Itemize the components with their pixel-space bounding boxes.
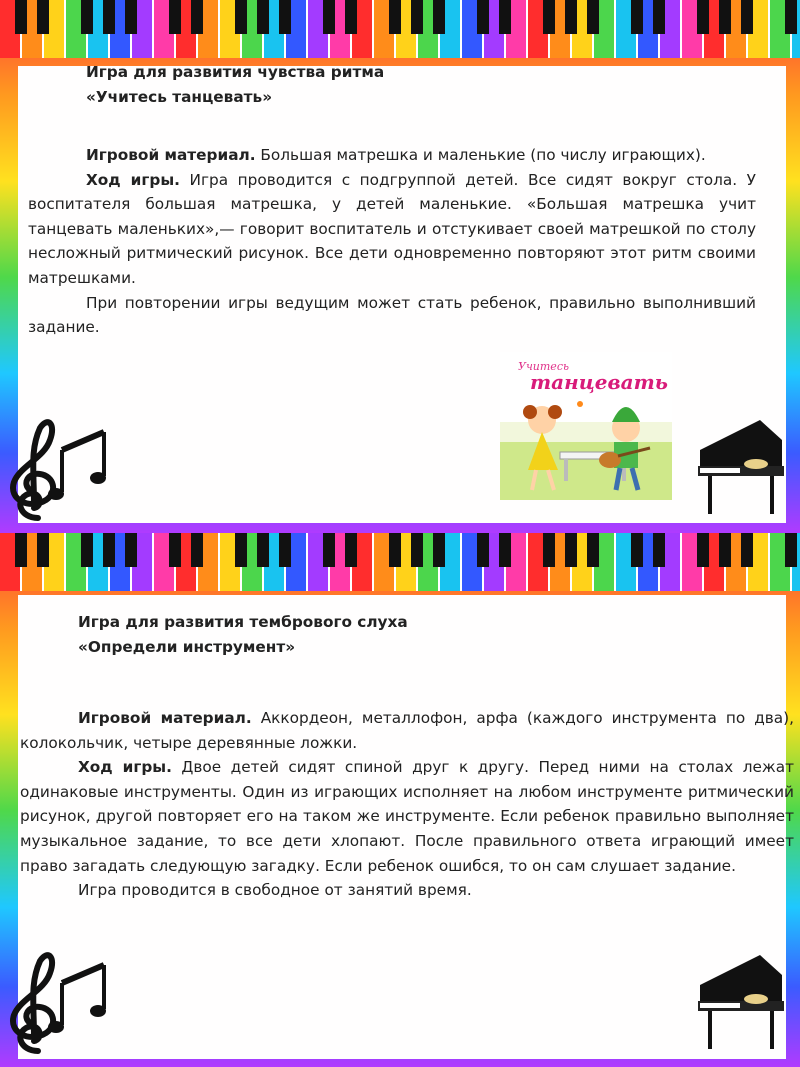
piano-key-black [279, 0, 291, 34]
piano-key-black [345, 0, 357, 34]
game2-course-label: Ход игры. [78, 758, 172, 777]
piano-keys-border [0, 0, 800, 58]
game1-title [86, 60, 476, 109]
game2-material-text: Аккордеон, металлофон, арфа (каждого инструмента по два), колокольчик, четыре деревянные ложки. [20, 709, 795, 752]
piano-key-black [587, 533, 599, 567]
game1-body [28, 143, 756, 340]
game2-free-time: Игра проводится в свободное от занятий время. [78, 881, 472, 900]
slide-timbre-game [0, 533, 800, 1067]
piano-key-black [719, 0, 731, 34]
game1-course-label: Ход игры. [86, 170, 180, 189]
game1-title-line2: «Учитесь танцевать» [86, 87, 273, 106]
treble-clef-icon [0, 943, 120, 1063]
piano-key-black [477, 533, 489, 567]
grand-piano-icon [690, 945, 786, 1055]
piano-key-black [741, 0, 753, 34]
game2-title-line2: «Определи инструмент» [78, 637, 296, 656]
music-notes-icon [48, 432, 106, 500]
game2-body [20, 706, 794, 903]
piano-key-black [257, 0, 269, 34]
piano-key-black [191, 533, 203, 567]
piano-key-black [785, 533, 797, 567]
illustration-caption-big: танцевать [530, 370, 668, 394]
piano-key-black [169, 533, 181, 567]
game1-repeat: При повторении игры ведущим может стать ребенок, правильно выполнивший задание. [28, 293, 756, 337]
game1-material-text: Большая матрешка и маленькие (по числу играющих). [255, 146, 706, 164]
piano-key-black [653, 533, 665, 567]
piano-key-black [323, 0, 335, 34]
piano-key-black [587, 0, 599, 34]
piano-key-black [631, 533, 643, 567]
piano-key-black [257, 533, 269, 567]
piano-key-black [103, 0, 115, 34]
piano-keys-border [0, 533, 800, 591]
piano-key-black [499, 533, 511, 567]
game2-course-text: Двое детей сидят спиной друг к другу. Перед ними на столах лежат одинаковые инструменты. Один из играющих исполняет на любом инструменте ритмический рисунок, другой повторяет его на таком же инструменте. Если ребенок правильно выполняет музыкальное задание, то все дети хлопают. После правильного ответа играющий имеет право загадать следующую загадку. Если ребенок ошибся, то он сам слушает задание. [20, 758, 794, 875]
slide-rhythm-game [0, 0, 800, 533]
piano-key-black [411, 533, 423, 567]
piano-key-black [411, 0, 423, 34]
piano-key-black [565, 533, 577, 567]
piano-key-black [433, 533, 445, 567]
piano-key-black [785, 0, 797, 34]
game1-material [28, 143, 756, 168]
piano-key-black [15, 0, 27, 34]
treble-clef-icon [0, 410, 120, 530]
piano-key-black [125, 0, 137, 34]
game2-material [20, 706, 794, 755]
piano-key-black [191, 0, 203, 34]
illustration-caption-small: Учитесь [518, 360, 569, 373]
game2-course [20, 755, 794, 878]
piano-key-black [37, 0, 49, 34]
piano-key-black [433, 0, 445, 34]
piano-key-black [543, 533, 555, 567]
piano-key-black [81, 0, 93, 34]
game2-material-label: Игровой материал. [78, 709, 252, 727]
piano-key-black [15, 533, 27, 567]
piano-key-black [741, 533, 753, 567]
game1-course [28, 168, 756, 291]
music-notes-icon [48, 965, 106, 1033]
piano-key-black [235, 533, 247, 567]
piano-key-black [543, 0, 555, 34]
piano-key-black [389, 0, 401, 34]
piano-key-black [719, 533, 731, 567]
piano-key-black [323, 533, 335, 567]
piano-key-black [697, 533, 709, 567]
piano-key-black [169, 0, 181, 34]
piano-key-black [499, 0, 511, 34]
piano-key-black [345, 533, 357, 567]
piano-key-black [565, 0, 577, 34]
game1-course-text: Игра проводится с подгруппой детей. Все сидят вокруг стола. У воспитателя большая матрешка, у детей маленькие. «Большая матрешка учит танцевать маленьких»,— говорит воспитатель и отстукивает своей матрешкой по столу несложный ритмический рисунок. Все дети одновременно повторяют этот ритм своими матрешками. [28, 170, 756, 287]
game2-title-line1: Игра для развития тембрового слуха [78, 613, 408, 631]
piano-key-black [37, 533, 49, 567]
piano-key-black [653, 0, 665, 34]
piano-key-black [389, 533, 401, 567]
piano-key-black [279, 533, 291, 567]
dancing-kids-illustration [500, 352, 672, 500]
grand-piano-icon [690, 410, 786, 520]
piano-key-black [103, 533, 115, 567]
piano-key-black [81, 533, 93, 567]
piano-key-black [697, 0, 709, 34]
game1-title-line1: Игра для развития чувства ритма [86, 63, 385, 81]
piano-key-black [125, 533, 137, 567]
piano-key-black [477, 0, 489, 34]
piano-key-black [235, 0, 247, 34]
game1-material-label: Игровой материал. [86, 146, 256, 164]
piano-key-black [631, 0, 643, 34]
game2-title [78, 610, 538, 659]
